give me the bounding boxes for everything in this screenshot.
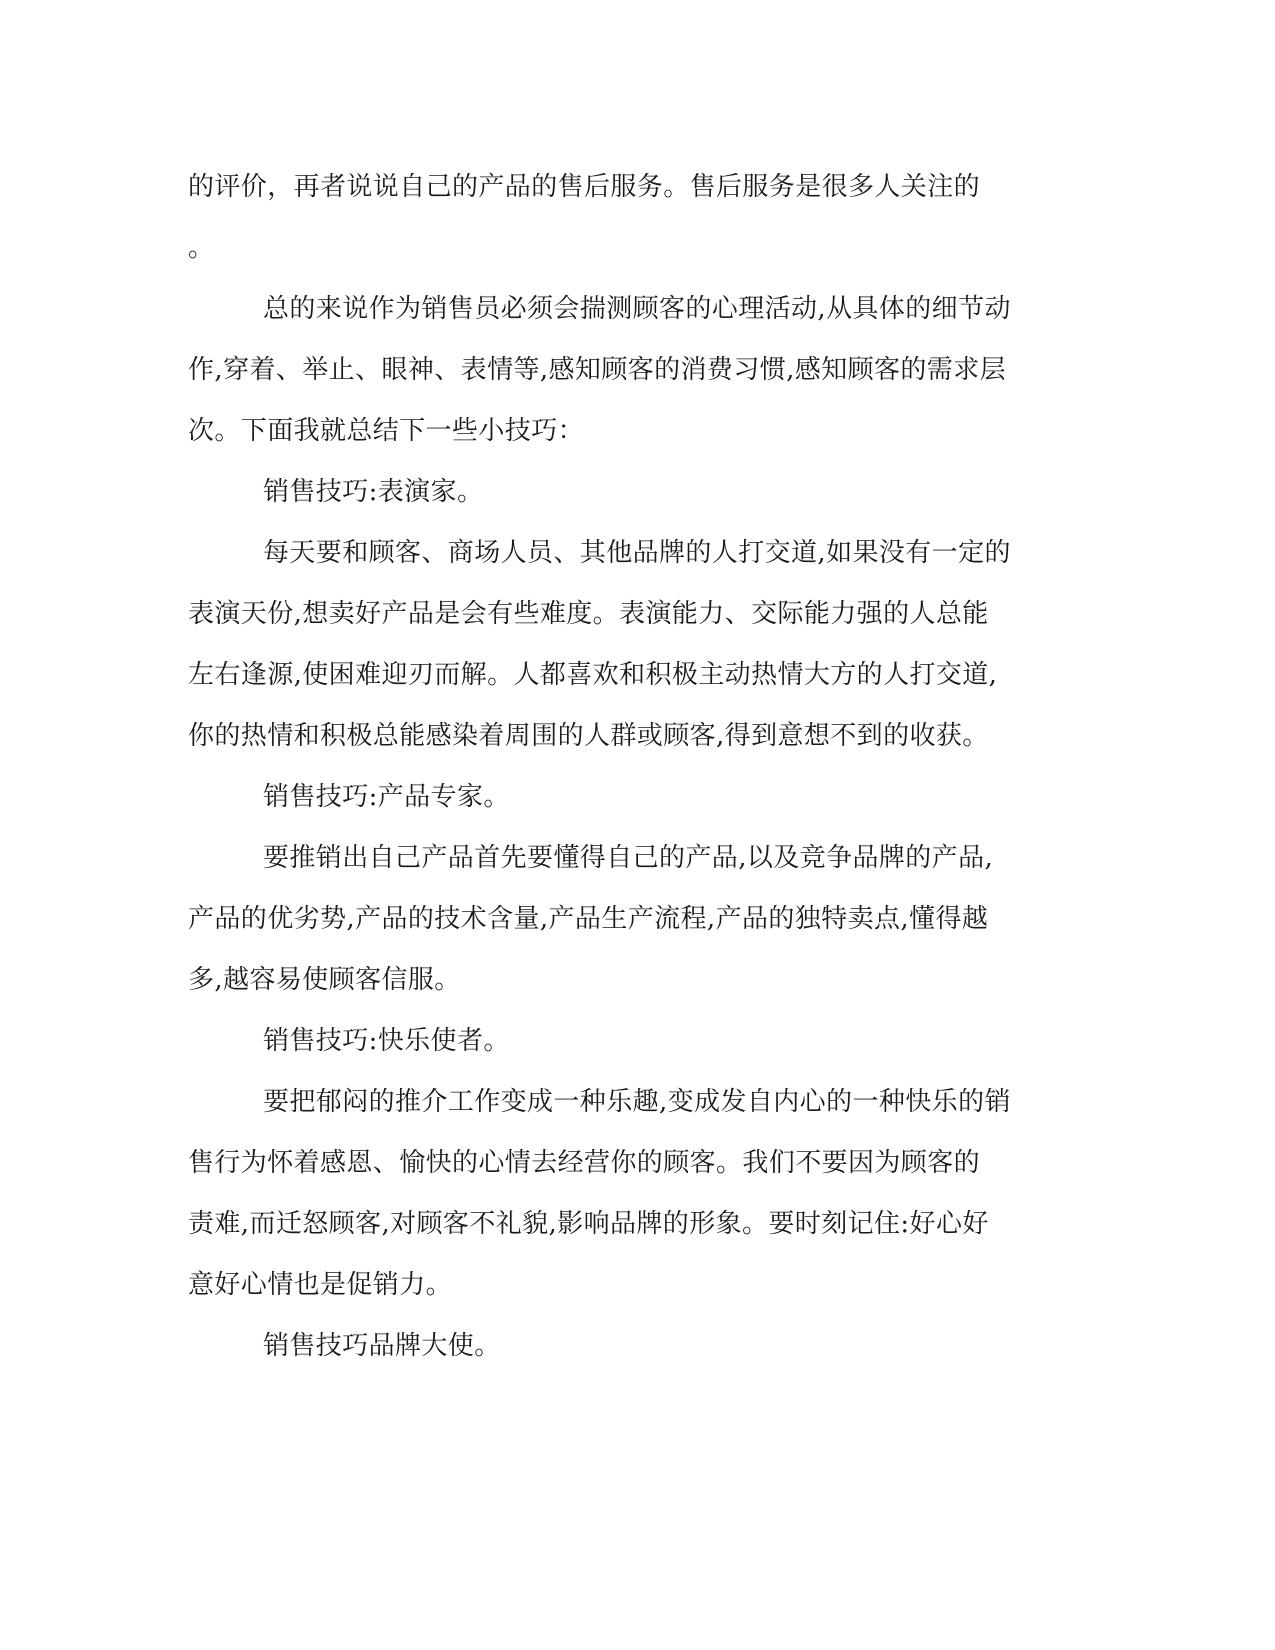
paragraph-first-line: 要推销出自己产品首先要懂得自己的产品,以及竞争品牌的产品, — [263, 843, 994, 873]
text-line: 的评价，再者说说自己的产品的售后服务。售后服务是很多人关注的 — [188, 172, 981, 202]
text-line: 左右逢源,使困难迎刃而解。人都喜欢和积极主动热情大方的人打交道, — [188, 660, 998, 690]
text-line: 次。下面我就总结下一些小技巧： — [188, 416, 585, 446]
text-line: 。 — [188, 233, 215, 263]
section-heading: 销售技巧:产品专家。 — [263, 782, 510, 812]
section-heading: 销售技巧品牌大使。 — [263, 1331, 501, 1361]
text-line: 你的热情和积极总能感染着周围的人群或顾客,得到意想不到的收获。 — [188, 721, 989, 751]
text-line: 产品的优劣势,产品的技术含量,产品生产流程,产品的独特卖点,懂得越 — [188, 904, 989, 934]
text-line: 意好心情也是促销力。 — [188, 1270, 453, 1300]
document-body — [188, 157, 1078, 1377]
text-line: 表演天份,想卖好产品是会有些难度。表演能力、交际能力强的人总能 — [188, 599, 989, 629]
paragraph-first-line: 总的来说作为销售员必须会揣测顾客的心理活动,从具体的细节动 — [263, 294, 1011, 324]
text-line: 售行为怀着感恩、愉快的心情去经营你的顾客。我们不要因为顾客的 — [188, 1148, 981, 1178]
text-line: 多,越容易使顾客信服。 — [188, 965, 461, 995]
paragraph-first-line: 要把郁闷的推介工作变成一种乐趣,变成发自内心的一种快乐的销 — [263, 1087, 1011, 1117]
text-line: 责难,而迁怒顾客,对顾客不礼貌,影响品牌的形象。要时刻记住:好心好 — [188, 1209, 989, 1239]
section-heading: 销售技巧:表演家。 — [263, 477, 484, 507]
section-heading: 销售技巧:快乐使者。 — [263, 1026, 510, 1056]
text-line: 作,穿着、举止、眼神、表情等,感知顾客的消费习惯,感知顾客的需求层 — [188, 355, 1006, 385]
paragraph-first-line: 每天要和顾客、商场人员、其他品牌的人打交道,如果没有一定的 — [263, 538, 1011, 568]
